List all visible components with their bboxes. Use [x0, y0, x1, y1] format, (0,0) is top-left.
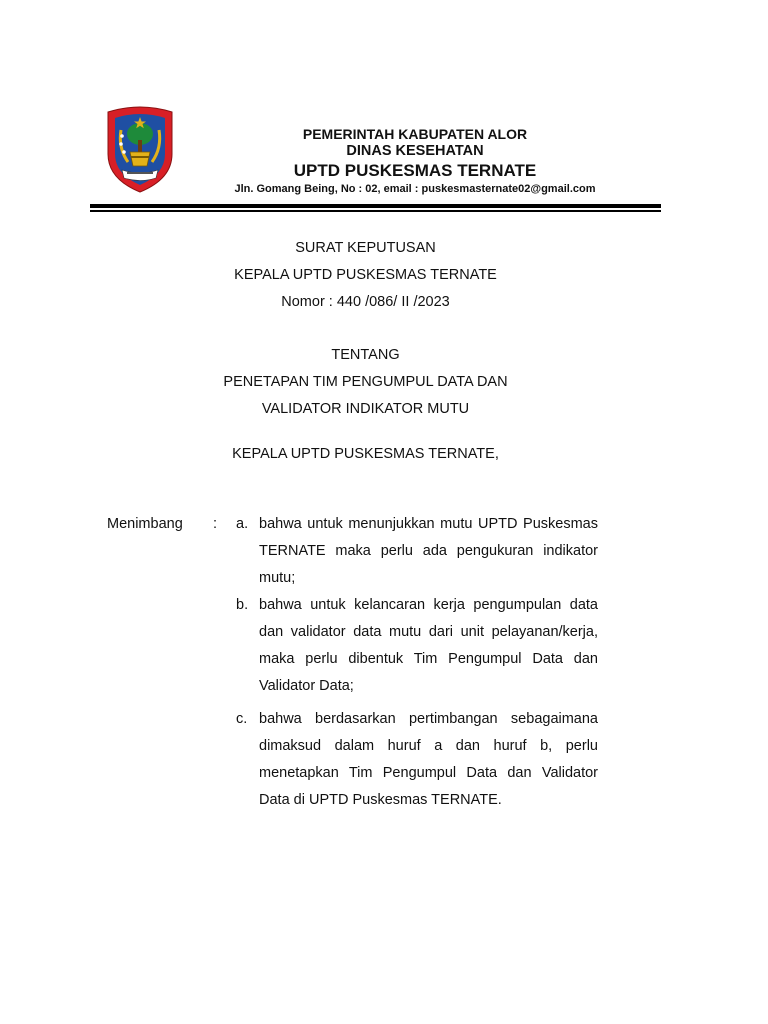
- considering-item: [236, 706, 598, 814]
- item-letter: c.: [236, 711, 248, 727]
- item-text: bahwa berdasarkan pertimbangan sebagaimana dimaksud dalam huruf a dan huruf b, perlu menetapkan Tim Pengumpul Data dan Validator Data di UPTD Puskesmas TERNATE.: [259, 711, 598, 808]
- document-number: Nomor : 440 /086/ II /2023: [281, 294, 450, 310]
- letterhead-divider-thin: [90, 210, 661, 212]
- considering-label: Menimbang: [107, 516, 183, 532]
- considering-item: [236, 592, 598, 700]
- letterhead-divider-thick: [90, 204, 661, 208]
- government-name: PEMERINTAH KABUPATEN ALOR: [302, 126, 528, 142]
- item-text: bahwa untuk kelancaran kerja pengumpulan data dan validator data mutu dari unit pelayanan/kerja, maka perlu dibentuk Tim Pengumpul Data dan Validator Data;: [259, 597, 598, 694]
- subject-line-2: VALIDATOR INDIKATOR MUTU: [261, 401, 470, 417]
- agency-name: DINAS KESEHATAN: [346, 143, 484, 159]
- issuer-line: KEPALA UPTD PUSKESMAS TERNATE,: [232, 446, 499, 462]
- item-text: bahwa untuk menunjukkan mutu UPTD Puskesmas TERNATE maka perlu ada pengukuran indikator mutu;: [259, 516, 598, 586]
- item-letter: a.: [236, 516, 249, 532]
- document-issuer-title: KEPALA UPTD PUSKESMAS TERNATE: [234, 267, 497, 283]
- subject-heading: TENTANG: [331, 347, 400, 363]
- regency-coat-of-arms-icon: [104, 104, 176, 194]
- office-address: Jln. Gomang Being, No : 02, email : puskesmasternate02@gmail.com: [234, 183, 596, 195]
- letterhead: [215, 126, 615, 197]
- considering-item: [236, 511, 598, 592]
- considering-separator: :: [213, 516, 218, 532]
- document-type: SURAT KEPUTUSAN: [295, 240, 436, 256]
- item-letter: b.: [236, 597, 249, 613]
- office-name: UPTD PUSKESMAS TERNATE: [293, 161, 537, 180]
- subject-line-1: PENETAPAN TIM PENGUMPUL DATA DAN: [223, 374, 508, 390]
